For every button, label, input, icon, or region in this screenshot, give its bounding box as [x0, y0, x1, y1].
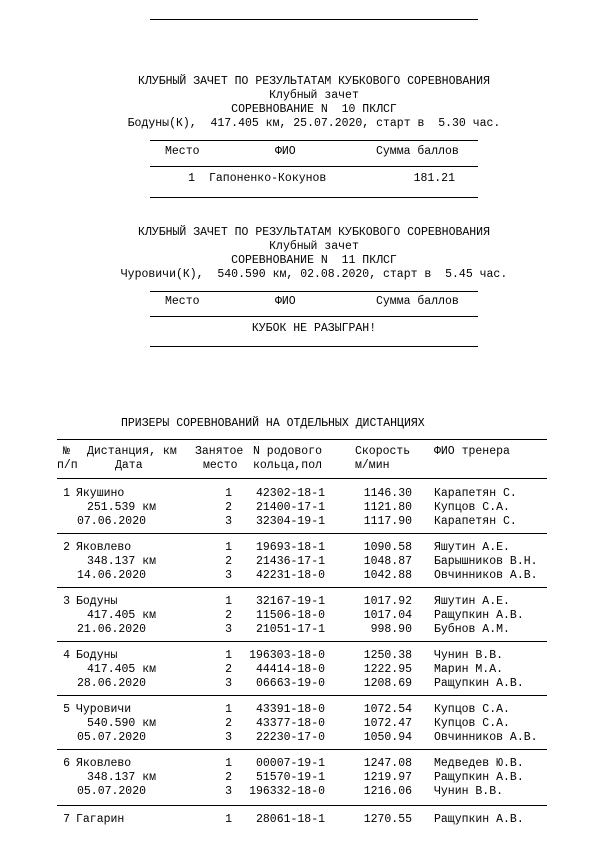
prize-row-place: 3: [225, 515, 232, 529]
group-distance-name: Бодуны: [76, 595, 118, 608]
prize-row-speed: 1247.08: [363, 757, 412, 770]
prize-row-speed: 1090.58: [363, 541, 412, 554]
prize-row-coach: Купцов С.А.: [434, 717, 510, 731]
prize-row-ring: 44414-18-0: [255, 663, 325, 677]
prize-row-speed: 1072.54: [363, 703, 412, 716]
club1-header-place: Место: [165, 145, 200, 158]
club1-competition: СОРЕВНОВАНИЕ N 10 ПКЛСГ: [231, 103, 397, 116]
prize-row-place: 3: [225, 569, 232, 583]
club1-rule-top: [150, 140, 478, 141]
club2-rule-top: [150, 291, 478, 292]
prizes-header-dist1: Дистанция, км: [87, 445, 177, 458]
group-separator: [57, 749, 547, 750]
club2-details: Чуровичи(К), 540.590 км, 02.08.2020, старт в 5.45 час.: [120, 268, 508, 281]
club1-row-score: 181.21: [413, 172, 455, 185]
prize-row-ring: 196303-18-0: [249, 649, 325, 662]
prize-row-speed: 1208.69: [363, 677, 412, 691]
prize-row-coach: Барышников В.Н.: [434, 555, 538, 569]
prizes-header-dist2: Дата: [115, 459, 143, 472]
prize-row-coach: Чунин В.В.: [434, 785, 504, 799]
prize-row-speed: 1250.38: [363, 649, 412, 662]
prizes-header-num2: п/п: [57, 459, 78, 472]
prize-row-ring: 42231-18-0: [255, 569, 325, 583]
group-distance-km: 348.137 км: [87, 771, 157, 785]
prize-row-place: 1: [225, 541, 232, 554]
group-distance-name: Чуровичи: [76, 703, 132, 716]
club2-subtitle: Клубный зачет: [269, 240, 359, 253]
group-distance-km: 540.590 км: [87, 717, 157, 731]
prize-row-ring: 06663-19-0: [255, 677, 325, 691]
prizes-header-coach: ФИО тренера: [434, 445, 510, 458]
prize-row-coach: Овчинников А.В.: [434, 569, 538, 583]
club2-competition: СОРЕВНОВАНИЕ N 11 ПКЛСГ: [231, 254, 397, 267]
group-date: 07.06.2020: [77, 515, 147, 529]
group-separator: [57, 805, 547, 806]
group-number: 2: [63, 541, 70, 554]
prize-row-place: 3: [225, 785, 232, 799]
prizes-header-ring1: N родового: [253, 445, 323, 458]
prize-row-coach: Бубнов А.М.: [434, 623, 510, 637]
prize-row-place: 2: [225, 771, 232, 785]
prize-row-place: 1: [225, 595, 232, 608]
prize-row-place: 2: [225, 663, 232, 677]
prize-row-coach: Марин М.А.: [434, 663, 504, 677]
club1-subtitle: Клубный зачет: [269, 89, 359, 102]
club2-header-place: Место: [165, 295, 200, 308]
prize-row-speed: 1017.92: [363, 595, 412, 608]
prize-row-coach: Ращупкин А.В.: [434, 677, 524, 691]
prize-row-coach: Купцов С.А.: [434, 703, 510, 716]
prizes-header-speed2: м/мин: [355, 459, 390, 472]
group-separator: [57, 695, 547, 696]
prize-row-coach: Ращупкин А.В.: [434, 813, 524, 826]
group-separator: [57, 587, 547, 588]
prize-row-ring: 43391-18-0: [255, 703, 325, 716]
prize-row-speed: 1222.95: [363, 663, 412, 677]
prize-row-ring: 28061-18-1: [255, 813, 325, 826]
prize-row-ring: 19693-18-1: [255, 541, 325, 554]
club1-title: КЛУБНЫЙ ЗАЧЕТ ПО РЕЗУЛЬТАТАМ КУБКОВОГО СОРЕВНОВАНИЯ: [138, 75, 490, 88]
group-number: 1: [63, 487, 70, 500]
group-distance-name: Якушино: [76, 487, 125, 500]
club1-header-score: Сумма баллов: [376, 145, 459, 158]
prize-row-speed: 1072.47: [363, 717, 412, 731]
prize-row-speed: 1219.97: [363, 771, 412, 785]
group-number: 4: [63, 649, 70, 662]
club1-rule-mid: [150, 166, 478, 167]
club2-title: КЛУБНЫЙ ЗАЧЕТ ПО РЕЗУЛЬТАТАМ КУБКОВОГО СОРЕВНОВАНИЯ: [138, 226, 490, 239]
prize-row-ring: 196332-18-0: [249, 785, 325, 799]
prize-row-speed: 1117.90: [363, 515, 412, 529]
prize-row-coach: Чунин В.В.: [434, 649, 504, 662]
prize-row-speed: 1050.94: [363, 731, 412, 745]
prize-row-coach: Ращупкин А.В.: [434, 609, 524, 623]
group-distance-name: Яковлево: [76, 757, 132, 770]
group-distance-km: 417.405 км: [87, 609, 157, 623]
prize-row-speed: 1017.04: [363, 609, 412, 623]
prize-row-ring: 32167-19-1: [255, 595, 325, 608]
prizes-header-place1: Занятое: [195, 445, 244, 458]
prize-row-speed: 1270.55: [363, 813, 412, 826]
prize-row-place: 1: [225, 757, 232, 770]
prize-row-place: 2: [225, 501, 232, 515]
prize-row-speed: 1042.88: [363, 569, 412, 583]
club2-note: КУБОК НЕ РАЗЫГРАН!: [251, 322, 377, 335]
prize-row-coach: Ращупкин А.В.: [434, 771, 524, 785]
prizes-rule-top: [57, 439, 547, 440]
club2-rule-mid: [150, 316, 478, 317]
prize-row-coach: Яшутин А.Е.: [434, 595, 510, 608]
prize-row-place: 2: [225, 609, 232, 623]
club2-header-fio: ФИО: [275, 295, 296, 308]
group-date: 28.06.2020: [77, 677, 147, 691]
prize-row-coach: Карапетян С.: [434, 515, 517, 529]
group-distance-name: Яковлево: [76, 541, 132, 554]
prize-row-place: 3: [225, 731, 232, 745]
group-date: 05.07.2020: [77, 731, 147, 745]
prizes-title: ПРИЗЕРЫ СОРЕВНОВАНИЙ НА ОТДЕЛЬНЫХ ДИСТАНЦИЯХ: [121, 417, 425, 430]
group-distance-km: 251.539 км: [87, 501, 157, 515]
prizes-header-num1: №: [63, 445, 70, 458]
prize-row-ring: 32304-19-1: [255, 515, 325, 529]
prize-row-coach: Купцов С.А.: [434, 501, 510, 515]
group-number: 6: [63, 757, 70, 770]
prize-row-place: 1: [225, 703, 232, 716]
group-distance-name: Гагарин: [76, 813, 125, 826]
club2-header-score: Сумма баллов: [376, 295, 459, 308]
prize-row-speed: 1146.30: [363, 487, 412, 500]
prize-row-ring: 21051-17-1: [255, 623, 325, 637]
prize-row-place: 1: [225, 813, 232, 826]
prize-row-speed: 1121.80: [363, 501, 412, 515]
prize-row-ring: 43377-18-0: [255, 717, 325, 731]
prize-row-ring: 51570-19-1: [255, 771, 325, 785]
group-separator: [57, 533, 547, 534]
prize-row-speed: 998.90: [370, 623, 412, 637]
prize-row-place: 3: [225, 677, 232, 691]
prize-row-ring: 21436-17-1: [255, 555, 325, 569]
prize-row-place: 1: [225, 487, 232, 500]
club1-header-fio: ФИО: [275, 145, 296, 158]
prize-row-ring: 11506-18-0: [255, 609, 325, 623]
club1-rule-bottom: [150, 197, 478, 198]
prize-row-place: 1: [225, 649, 232, 662]
club1-row-fio: Гапоненко-Кокунов: [209, 172, 327, 185]
group-date: 05.07.2020: [77, 785, 147, 799]
prize-row-coach: Овчинников А.В.: [434, 731, 538, 745]
prize-row-place: 2: [225, 717, 232, 731]
group-number: 3: [63, 595, 70, 608]
prize-row-place: 2: [225, 555, 232, 569]
club1-details: Бодуны(К), 417.405 км, 25.07.2020, старт в 5.30 час.: [127, 117, 501, 130]
group-date: 14.06.2020: [77, 569, 147, 583]
prizes-header-place2: место: [203, 459, 238, 472]
prize-row-ring: 00007-19-1: [255, 757, 325, 770]
prize-row-speed: 1216.06: [363, 785, 412, 799]
group-distance-km: 417.405 км: [87, 663, 157, 677]
group-number: 5: [63, 703, 70, 716]
prize-row-coach: Яшутин А.Е.: [434, 541, 510, 554]
prize-row-place: 3: [225, 623, 232, 637]
club1-row-place: 1: [188, 172, 195, 185]
prizes-rule-header: [57, 478, 547, 479]
club2-rule-bottom: [150, 346, 478, 347]
prize-row-ring: 42302-18-1: [255, 487, 325, 500]
group-distance-km: 348.137 км: [87, 555, 157, 569]
prize-row-ring: 22230-17-0: [255, 731, 325, 745]
group-distance-name: Бодуны: [76, 649, 118, 662]
prizes-header-ring2: кольца,пол: [253, 459, 323, 472]
prize-row-ring: 21400-17-1: [255, 501, 325, 515]
group-date: 21.06.2020: [77, 623, 147, 637]
group-separator: [57, 641, 547, 642]
prizes-header-speed1: Скорость: [355, 445, 411, 458]
prize-row-coach: Карапетян С.: [434, 487, 517, 500]
prize-row-coach: Медведев Ю.В.: [434, 757, 524, 770]
prize-row-speed: 1048.87: [363, 555, 412, 569]
group-number: 7: [63, 813, 70, 826]
top-rule: [150, 19, 478, 20]
